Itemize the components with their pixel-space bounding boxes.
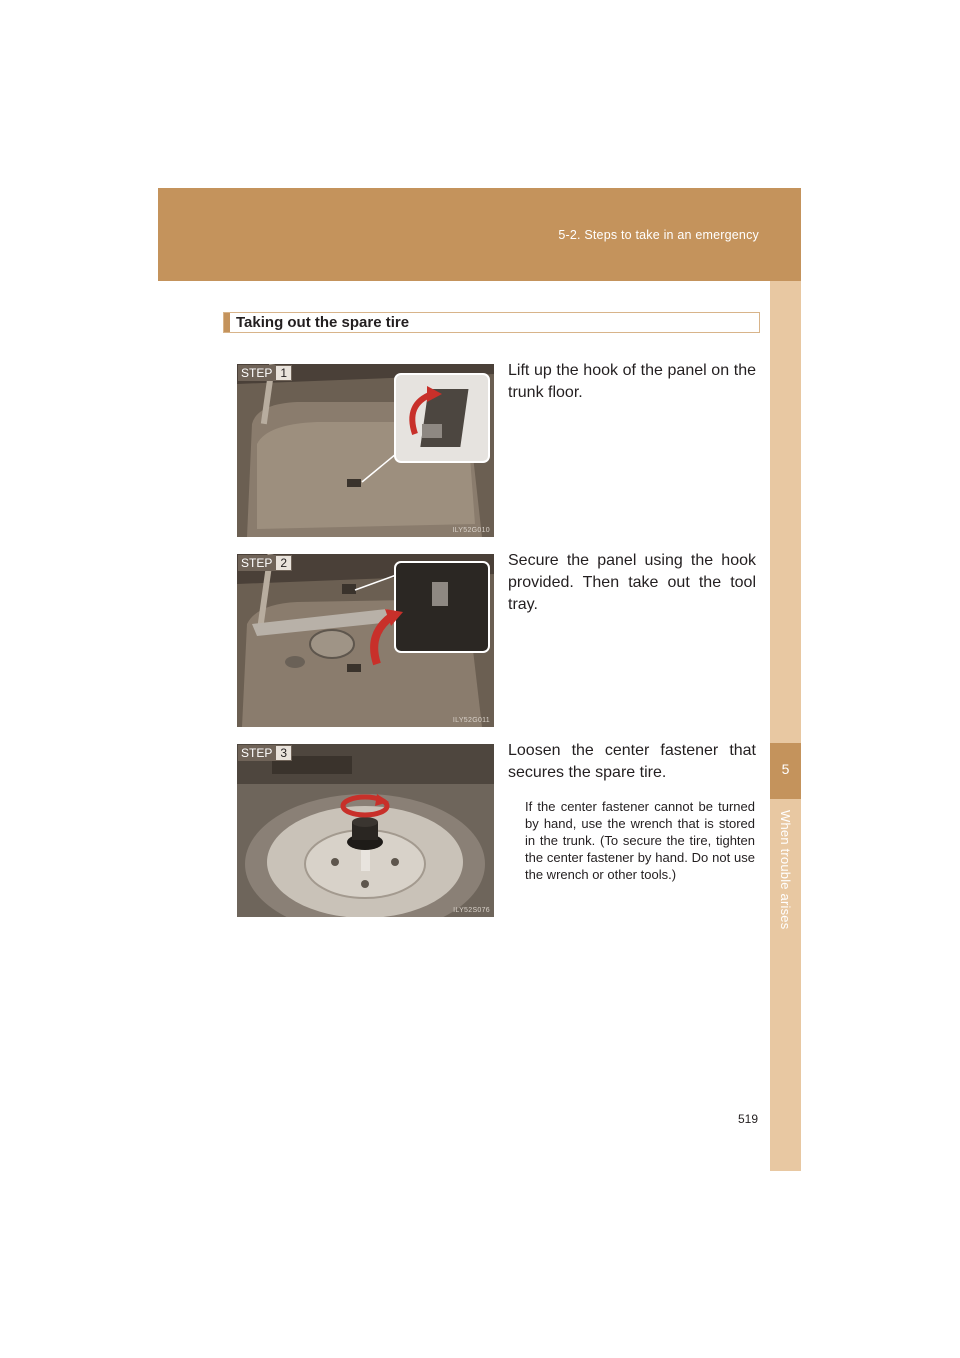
section-title: Taking out the spare tire xyxy=(236,314,410,331)
step-1-text: Lift up the hook of the panel on the trunk floor. xyxy=(508,362,756,401)
side-strip xyxy=(770,281,801,1171)
step-3-photo xyxy=(237,744,494,917)
step-2-text: Secure the panel using the hook provided. Then take out the tool tray. xyxy=(508,552,756,613)
step-label: STEP xyxy=(238,365,275,381)
section-accent xyxy=(224,313,230,332)
spare-tire-illustration xyxy=(237,744,494,917)
step-label: STEP xyxy=(238,745,275,761)
step-2-badge xyxy=(238,555,292,571)
step-3-badge xyxy=(238,745,292,761)
chapter-number: 5 xyxy=(781,761,790,777)
step-number: 2 xyxy=(275,555,292,571)
chapter-tab xyxy=(770,743,801,799)
trunk-tool-tray-illustration xyxy=(237,554,494,727)
step-1-badge xyxy=(238,365,292,381)
trunk-panel-illustration xyxy=(237,364,494,537)
step-1-photo xyxy=(237,364,494,537)
step-number: 1 xyxy=(275,365,292,381)
chapter-title: When trouble arises xyxy=(778,810,793,930)
header-section-title: 5-2. Steps to take in an emergency xyxy=(558,228,759,242)
fastener-note: If the center fastener cannot be turned by hand, use the wrench that is stored in the trunk. (To secure the tire, tighten the center fastener by hand. Do not use the wrench or other tools.) xyxy=(525,799,755,882)
step-3-text: Loosen the center fastener that secures the spare tire. xyxy=(508,742,756,781)
image-code: ILY52G011 xyxy=(452,717,490,724)
page-number: 519 xyxy=(737,1112,758,1126)
step-2-photo xyxy=(237,554,494,727)
step-label: STEP xyxy=(238,555,275,571)
section-heading xyxy=(223,312,760,333)
header-band xyxy=(158,188,801,281)
step-number: 3 xyxy=(275,745,292,761)
image-code: ILY52G010 xyxy=(452,527,490,534)
image-code: ILY52S076 xyxy=(453,907,490,914)
